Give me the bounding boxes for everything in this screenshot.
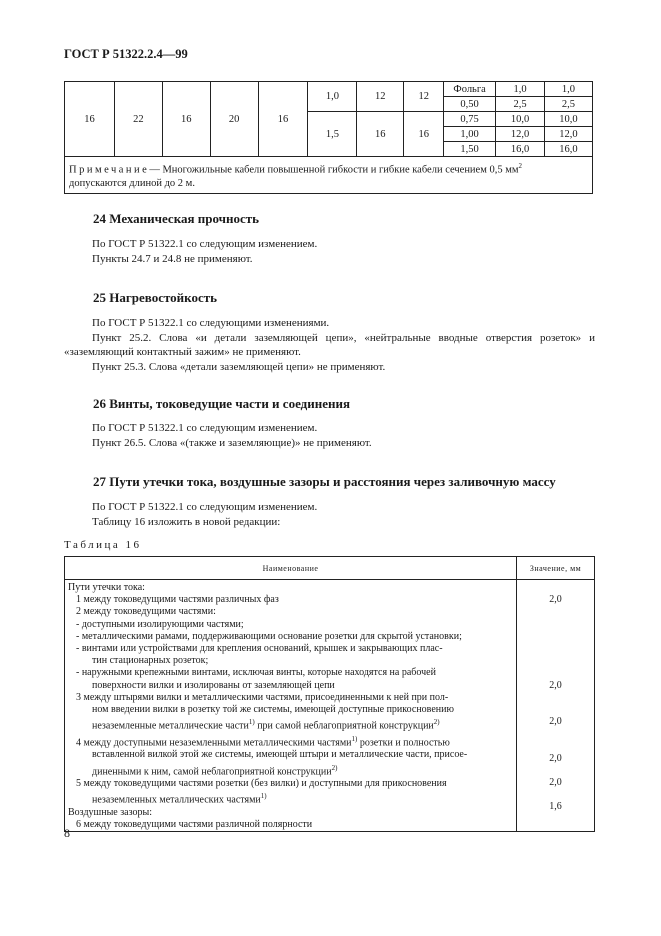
cell: 2,5	[544, 97, 592, 112]
section-26-body	[64, 421, 595, 450]
section-27-title: 27 Пути утечки тока, воздушные зазоры и расстояния через заливочную массу	[93, 474, 556, 489]
table-line	[68, 762, 513, 779]
cell: 20	[210, 82, 258, 157]
cell: 16,0	[544, 142, 592, 157]
text: 4 между доступными незаземленными металлическими частями	[76, 737, 352, 749]
table-line: Пути утечки тока:	[68, 582, 145, 593]
paragraph: Пункт 25.3. Слова «детали заземляющей цепи» не применяют.	[92, 360, 386, 373]
column-header-value: Значение, мм	[517, 557, 595, 580]
footnote-mark: 2)	[433, 718, 440, 727]
table-line: - винтами или устройствами для крепления оснований, крышек и закрывающих плас-	[76, 643, 443, 655]
cell: 16,0	[496, 142, 545, 157]
paragraph: По ГОСТ Р 51322.1 со следующим изменением.	[92, 422, 318, 434]
cell: 12	[404, 82, 444, 112]
paragraph: По ГОСТ Р 51322.1 со следующими изменениями.	[92, 317, 330, 329]
cell: 16	[65, 82, 115, 157]
table-line: Воздушные зазоры:	[68, 806, 153, 818]
paragraph: Пункт 25.2. Слова «и детали заземляющей цепи», «нейтральные вводные отверстия розеток» и «заземляющий контактный зажим» не применяют.	[64, 331, 595, 358]
cell: 1,00	[444, 127, 496, 142]
cell: 16	[162, 82, 210, 157]
table-line	[68, 716, 513, 733]
value: 2,0	[549, 716, 562, 728]
footnote-mark: 1)	[351, 734, 358, 743]
value: 2,0	[549, 594, 562, 606]
column-header-name: Наименование	[65, 557, 517, 580]
cell: 12	[357, 82, 404, 112]
note-text: — Многожильные кабели повышенной гибкости и гибкие кабели сечением 0,5 мм	[149, 164, 519, 176]
value: 2,0	[549, 752, 562, 764]
cell: 0,75	[444, 112, 496, 127]
table-line: поверхности вилки и изолированы от заземляющей цепи	[92, 679, 335, 691]
text: диненными к ним, самой неблагоприятной конструкции	[92, 765, 332, 777]
footnote-mark: 1)	[248, 718, 255, 727]
table-line: - наружными крепежными винтами, исключая винты, которые находятся на рабочей	[76, 667, 436, 679]
note-text-2: допускаются длиной до 2 м.	[69, 177, 195, 189]
table-16	[64, 556, 595, 832]
paragraph: Пункт 26.5. Слова «(также и заземляющие)» не применяют.	[92, 436, 372, 449]
section-24-title: 24 Механическая прочность	[93, 211, 260, 226]
cable-table	[64, 81, 593, 194]
table-line: 6 между токоведущими частями различной полярности	[76, 818, 313, 830]
cell: 12,0	[496, 127, 545, 142]
paragraph: Таблицу 16 изложить в новой редакции:	[92, 515, 281, 528]
table-line: тин стационарных розеток;	[92, 655, 209, 667]
cell: 12,0	[544, 127, 592, 142]
table-line	[68, 733, 513, 750]
value: 2,0	[549, 777, 562, 788]
section-25-title: 25 Нагревостойкость	[93, 290, 218, 305]
page-number: 8	[64, 826, 70, 840]
footnote-mark: 2)	[331, 763, 338, 772]
cell: 22	[114, 82, 162, 157]
note-sup: 2	[518, 162, 523, 170]
cell: 16	[258, 82, 308, 157]
cell: 16	[404, 112, 444, 157]
table-line: - металлическими рамами, поддерживающими основание розетки для скрытой установки;	[76, 630, 462, 642]
table-line: 5 между токоведущими частями розетки (без вилки) и доступными для прикосновения	[76, 778, 447, 790]
cell: Фольга	[444, 82, 496, 97]
value: 2,0	[549, 679, 562, 691]
table-line: вставленной вилкой этой же системы, имеющей штыри и металлические части, присое-	[92, 749, 468, 761]
paragraph: Пункты 24.7 и 24.8 не применяют.	[92, 252, 253, 265]
cell: 1,5	[308, 112, 357, 157]
cell: 1,0	[544, 82, 592, 97]
table-line: ном введении вилки в розетку той же системы, имеющей доступные прикосновению	[92, 704, 454, 716]
table-line: 3 между штырями вилки и металлическими частями, присоединенными к ней при пол-	[76, 691, 449, 703]
footnote-mark: 1)	[260, 792, 267, 801]
table-line: - доступными изолирующими частями;	[76, 618, 244, 630]
table-line	[68, 790, 513, 807]
name-column	[65, 580, 517, 832]
cell: 1,0	[496, 82, 545, 97]
cell: 2,5	[496, 97, 545, 112]
paragraph: По ГОСТ Р 51322.1 со следующим изменением.	[92, 501, 318, 513]
table-16-caption: Таблица 16	[64, 539, 142, 551]
cell: 10,0	[544, 112, 592, 127]
text: при самой неблагоприятной конструкции	[254, 720, 434, 732]
value: 1,6	[549, 801, 562, 813]
cell: 1,0	[308, 82, 357, 112]
document-header: ГОСТ Р 51322.2.4—99	[64, 47, 188, 61]
cell: 0,50	[444, 97, 496, 112]
text: розетки и полностью	[357, 737, 450, 749]
section-25-body	[64, 316, 595, 374]
section-26-title: 26 Винты, токоведущие части и соединения	[93, 396, 351, 411]
section-24-body	[64, 237, 595, 266]
note-label: Примечание	[69, 164, 150, 176]
table-line: 2 между токоведущими частями:	[76, 606, 216, 618]
section-27-body	[64, 500, 595, 529]
cell: 1,50	[444, 142, 496, 157]
cell: 10,0	[496, 112, 545, 127]
table-note	[65, 157, 593, 194]
text: незаземленных металлических частями	[92, 794, 261, 806]
text: незаземленные металлические части	[92, 720, 249, 732]
cell: 16	[357, 112, 404, 157]
paragraph: По ГОСТ Р 51322.1 со следующим изменением.	[92, 238, 318, 250]
table-line: 1 между токоведущими частями различных фаз	[76, 594, 279, 606]
value-column	[517, 580, 595, 832]
